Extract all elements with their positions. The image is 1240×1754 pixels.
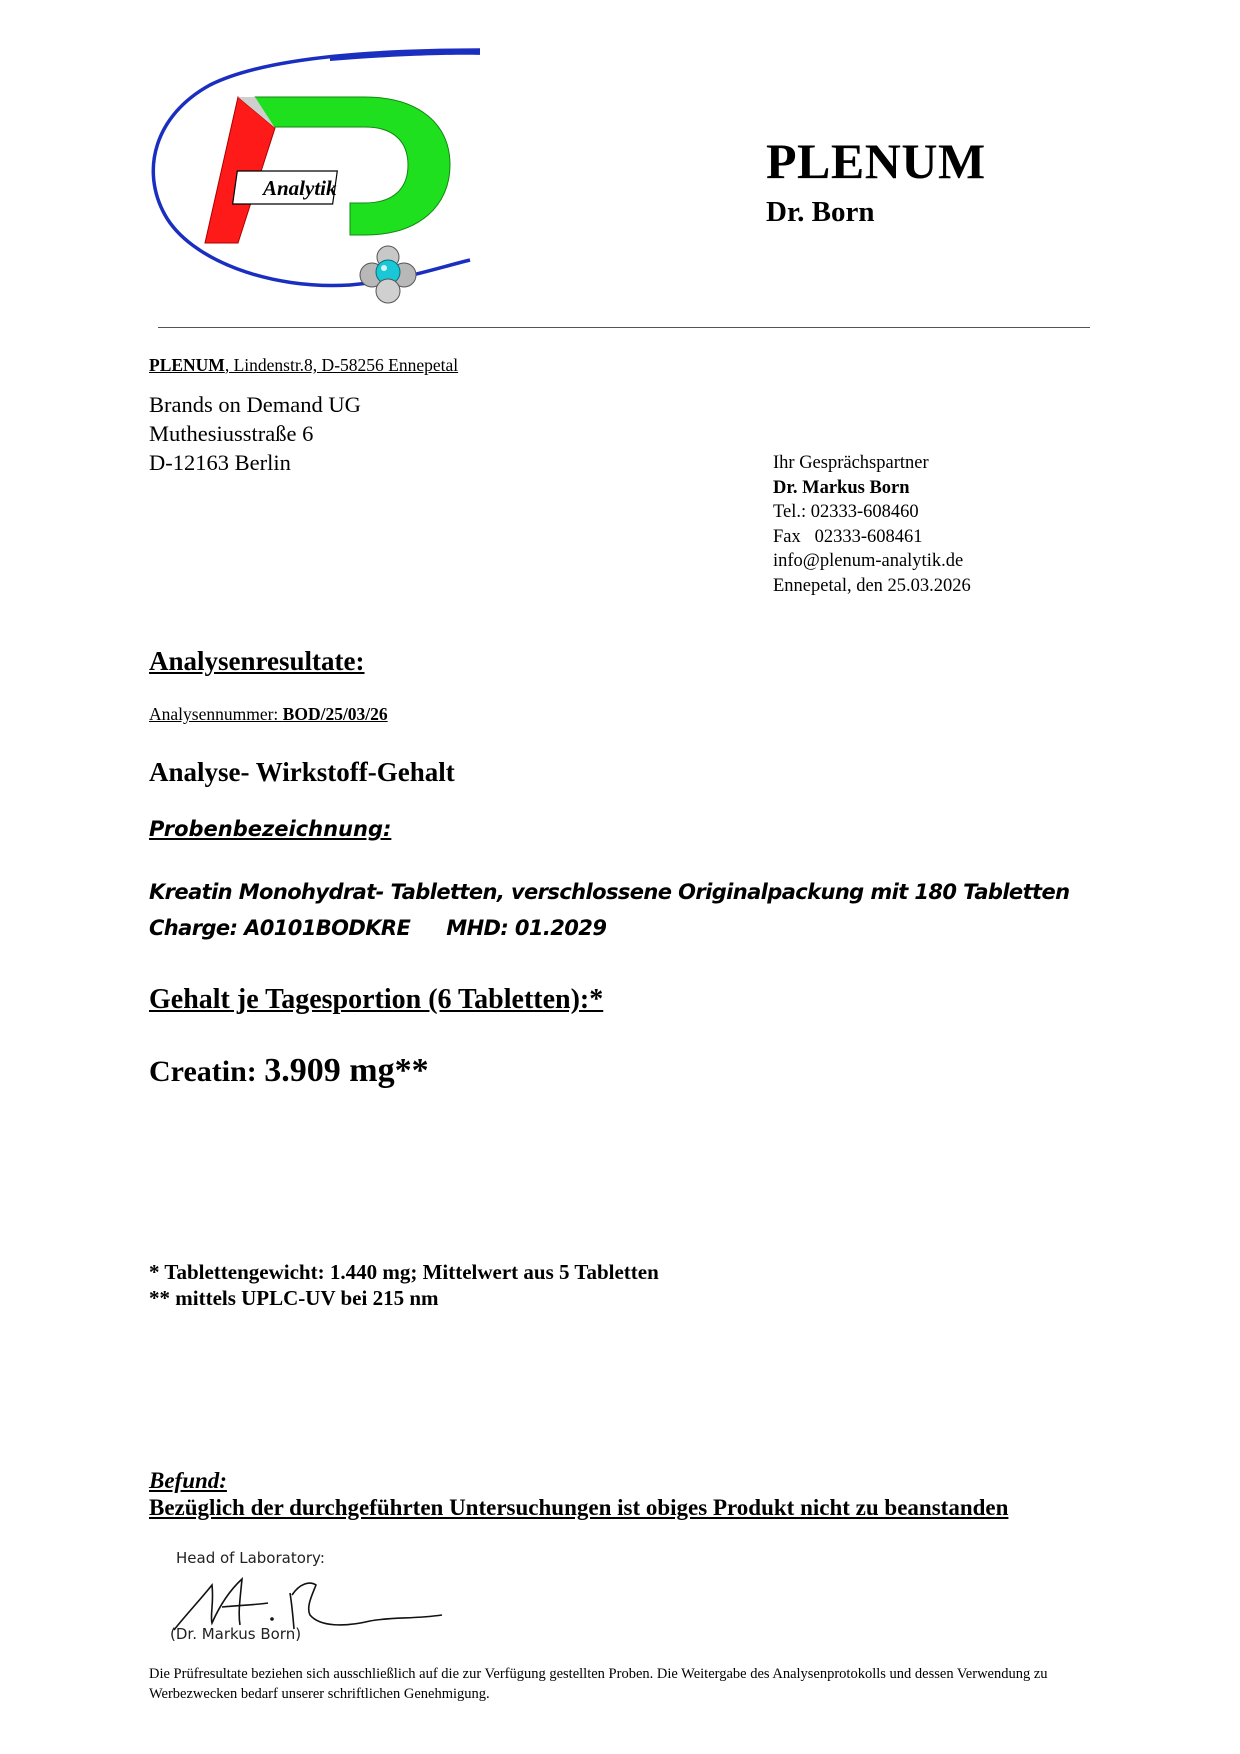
logo-label: Analytik	[263, 176, 337, 200]
finding-text: Bezüglich der durchgeführten Untersuchungen ist obiges Produkt nicht zu beanstanden	[149, 1495, 1009, 1520]
signature-block	[160, 1545, 450, 1645]
results-heading: Analysenresultate:	[149, 646, 365, 676]
sample-charge: Charge: A0101BODKRE	[149, 916, 411, 940]
analysis-number-label: Analysennummer:	[149, 704, 283, 724]
creatin-result	[149, 1052, 429, 1090]
sample-description: Kreatin Monohydrat- Tabletten, verschlossene Originalpackung mit 180 Tabletten	[149, 880, 1070, 904]
contact-date: Ennepetal, den 25.03.2026	[773, 575, 971, 596]
signature-name: (Dr. Markus Born)	[170, 1625, 302, 1643]
finding-label: Befund:	[149, 1468, 227, 1493]
recipient-line: Brands on Demand UG	[149, 392, 361, 417]
contact-block	[773, 451, 971, 598]
analysis-number	[149, 704, 388, 725]
footnotes	[149, 1259, 659, 1311]
contact-label: Ihr Gesprächspartner	[773, 453, 929, 473]
sender-name: PLENUM	[149, 355, 225, 375]
contact-name: Dr. Markus Born	[773, 477, 910, 498]
sample-batch-line	[149, 916, 606, 940]
creatin-label: Creatin:	[149, 1055, 265, 1088]
content-heading: Gehalt je Tagesportion (6 Tabletten):*	[149, 984, 604, 1015]
signature-scribble	[174, 1579, 442, 1630]
analysis-type-heading: Analyse- Wirkstoff-Gehalt	[149, 757, 455, 787]
recipient-line: D-12163 Berlin	[149, 450, 291, 475]
analysis-number-value: BOD/25/03/26	[282, 704, 388, 724]
contact-fax: Fax 02333-608461	[773, 526, 923, 547]
sender-line	[149, 355, 458, 376]
sender-address: , Lindenstr.8, D-58256 Ennepetal	[224, 355, 459, 375]
contact-tel: Tel.: 02333-608460	[773, 502, 919, 522]
disclaimer: Die Prüfresultate beziehen sich ausschließlich auf die zur Verfügung gestellten Proben. Die Weitergabe des Analysenprotokolls und dessen Verwendung zu Werbezwecken bedarf unserer schriftlichen Genehmigung.	[149, 1666, 1048, 1702]
recipient-line: Muthesiusstraße 6	[149, 421, 314, 446]
molecule-icon	[360, 246, 416, 303]
signature-dot	[270, 1617, 274, 1621]
footnote: ** mittels UPLC-UV bei 215 nm	[149, 1286, 439, 1310]
plenum-analytik-logo	[150, 45, 480, 310]
creatin-value: 3.909 mg**	[264, 1052, 429, 1089]
brand-subtitle: Dr. Born	[766, 196, 875, 228]
swoosh-top	[330, 50, 480, 61]
brand-name: PLENUM	[766, 133, 986, 189]
signature-title: Head of Laboratory:	[176, 1549, 325, 1567]
footnote: * Tablettengewicht: 1.440 mg; Mittelwert aus 5 Tabletten	[149, 1260, 659, 1284]
contact-email: info@plenum-analytik.de	[773, 551, 964, 571]
sample-label: Probenbezeichnung:	[149, 817, 392, 841]
recipient-address	[149, 390, 361, 477]
sample-mhd: MHD: 01.2029	[446, 916, 607, 940]
logo-green-shape	[255, 97, 450, 235]
header-divider	[158, 327, 1090, 328]
